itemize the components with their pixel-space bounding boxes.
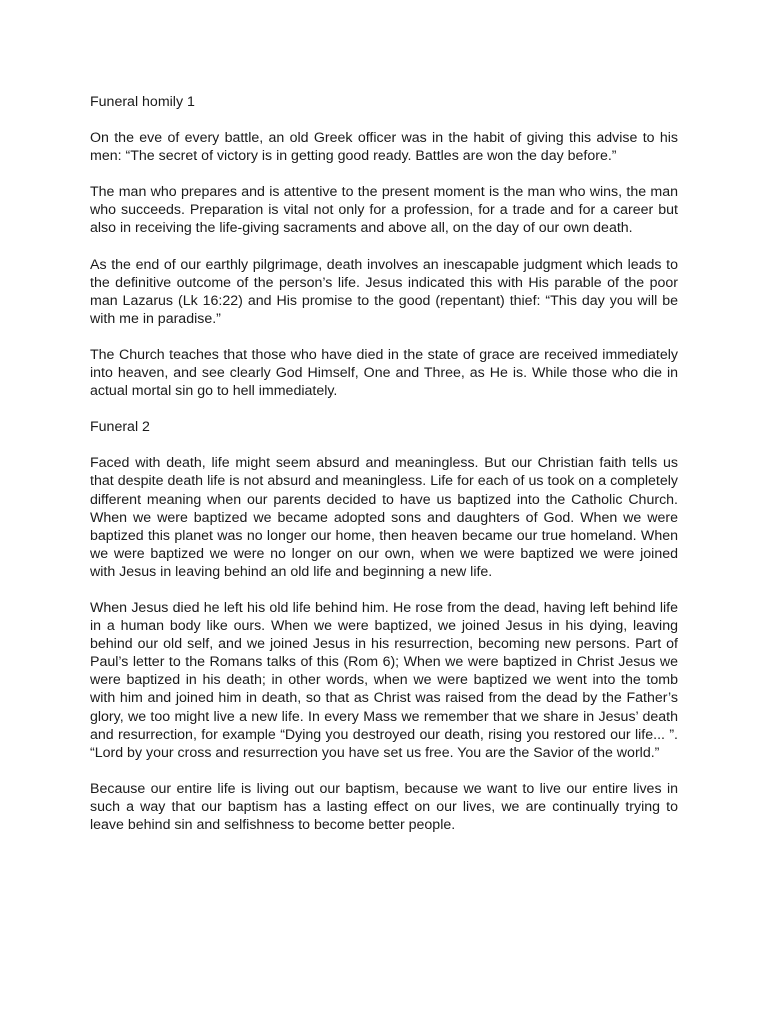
paragraph-jesus-died: When Jesus died he left his old life behind him. He rose from the dead, having left behind life in a human body like ours. When we were baptized, we joined Jesus in his dying, leaving behind our old self, and we joined Jesus in his resurrection, becoming new persons. Part of Paul’s letter to the Romans talks of this (Rom 6); When we were baptized in Christ Jesus we were baptized in his death; in other words, when we were baptized we went into the tomb with him and joined him in death, so that as Christ was raised from the dead by the Father’s glory, we too might live a new life. In every Mass we remember that we share in Jesus’ death and resurrection, for example “Dying you destroyed our death, rising you restored our life... ”. “Lord by your cross and resurrection you have set us free. You are the Savior of the world.”	[90, 599, 678, 761]
section-title-funeral-homily-1: Funeral homily 1	[90, 94, 195, 110]
paragraph-judgment: As the end of our earthly pilgrimage, death involves an inescapable judgment which leads to the definitive outcome of the person’s life. Jesus indicated this with His parable of the poor man Lazarus (Lk 16:22) and His promise to the good (repentant) thief: “This day you will be with me in paradise.”	[90, 256, 678, 327]
paragraph-greek-officer: On the eve of every battle, an old Greek officer was in the habit of giving this advise to his men: “The secret of victory is in getting good ready. Battles are won the day before.”	[90, 130, 678, 165]
section-title-funeral-2: Funeral 2	[90, 419, 150, 436]
paragraph-preparation: The man who prepares and is attentive to the present moment is the man who wins, the man who succeeds. Preparation is vital not only for a profession, for a trade and for a career but also in receiving the life-giving sacraments and above all, on the day of our own death.	[90, 184, 678, 237]
paragraph-baptism: Because our entire life is living out our baptism, because we want to live our entire lives in such a way that our baptism has a lasting effect on our lives, we are continually trying to leave behind sin and selfishness to become better people.	[90, 780, 678, 833]
paragraph-faced-with-death: Faced with death, life might seem absurd and meaningless. But our Christian faith tells us that despite death life is not absurd and meaningless. Life for each of us took on a completely different meaning when our parents decided to have us baptized into the Catholic Church. When we were baptized we became adopted sons and daughters of God. When we were baptized this planet was no longer our home, then heaven became our true homeland. When we were baptized we were no longer on our own, when we were baptized we were joined with Jesus in leaving behind an old life and beginning a new life.	[90, 455, 678, 580]
document-page	[90, 93, 678, 852]
paragraph-church-teaches: The Church teaches that those who have died in the state of grace are received immediately into heaven, and see clearly God Himself, One and Three, as He is. While those who die in actual mortal sin go to hell immediately.	[90, 346, 678, 400]
